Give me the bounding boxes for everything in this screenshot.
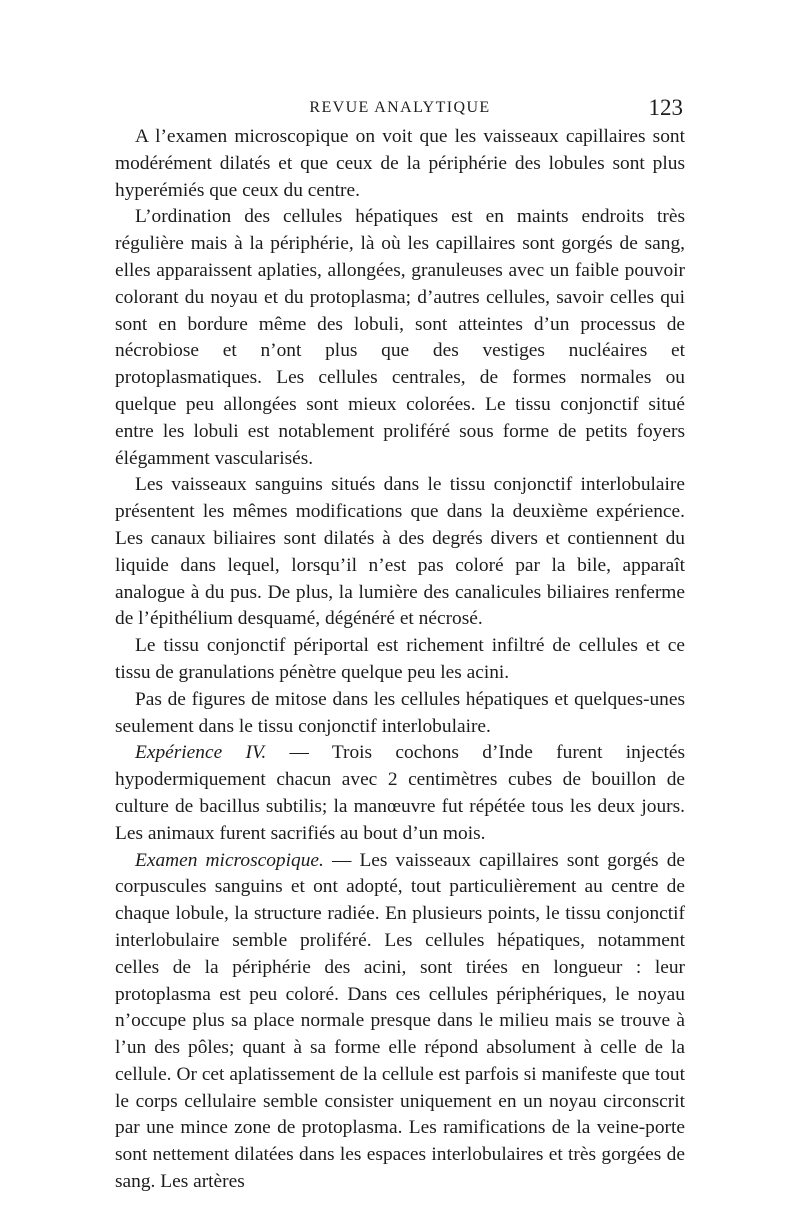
paragraph	[115, 204, 685, 472]
paragraph-examen-microscopique	[115, 848, 685, 1196]
paragraph-text: — Trois cochons d’Inde furent injectés hypodermiquement chacun avec 2 centimètres cubes de bouillon de culture de bacillus subtilis; la manœuvre fut répétée tous les deux jours. Les animaux furent sacrifiés au bout d’un mois.	[115, 742, 686, 844]
paragraph-lead: Examen microscopique.	[135, 849, 324, 871]
page-number: 123	[648, 95, 683, 120]
body-text	[115, 124, 685, 1196]
paragraph-lead: Expérience IV.	[135, 742, 267, 764]
paragraph-experience-iv	[115, 740, 685, 847]
paragraph	[115, 124, 685, 204]
paragraph-text: Les vaisseaux sanguins situés dans le tissu conjonctif interlobulaire présentent les mêmes modifications que dans la deuxième expérience. Les canaux biliaires sont dilatés à des degrés divers et contiennent du liquide dans lequel, lorsqu’il n’est pas coloré par la bile, apparaît analogue à du pus. De plus, la lumière des canalicules biliaires renferme de l’épithélium desquamé, dégénéré et nécrosé.	[115, 474, 685, 630]
paragraph	[115, 687, 685, 741]
paragraph-text: A l’examen microscopique on voit que les vaisseaux capillaires sont modérément dilatés et que ceux de la périphérie des lobules sont plus hyperémiés que ceux du centre.	[115, 126, 685, 201]
book-page	[115, 92, 685, 1196]
paragraph	[115, 472, 685, 633]
page-header	[115, 92, 685, 124]
paragraph-text: Le tissu conjonctif périportal est richement infiltré de cellules et ce tissu de granulations pénètre quelque peu les acini.	[115, 635, 685, 683]
paragraph-text: Pas de figures de mitose dans les cellules hépatiques et quelques-unes seulement dans le tissu conjonctif interlobulaire.	[115, 688, 685, 737]
paragraph	[115, 633, 685, 687]
running-title: REVUE ANALYTIQUE	[309, 99, 491, 116]
paragraph-text: — Les vaisseaux capillaires sont gorgés de corpuscules sanguins et ont adopté, tout particulièrement au centre de chaque lobule, la structure radiée. En plusieurs points, le tissu conjonctif interlobulaire semble proliféré. Les cellules hépatiques, notamment celles de la périphérie des acini, sont tirées en longueur : leur protoplasma est peu coloré. Dans ces cellules périphériques, le noyau n’occupe plus sa place normale presque dans le milieu mais se trouve à l’un des pôles; quant à sa forme elle répond absolument à celle de la cellule. Or cet aplatissement de la cellule est parfois si manifeste que tout le corps cellulaire semble consister uniquement en un noyau circonscrit par une mince zone de protoplasma. Les ramifications de la veine-porte sont nettement dilatées dans les espaces interlobulaires et très gorgées de sang. Les artères	[115, 849, 686, 1193]
paragraph-text: L’ordination des cellules hépatiques est en maints endroits très régulière mais à la périphérie, là où les capillaires sont gorgés de sang, elles apparaissent aplaties, allongées, granuleuses avec un faible pouvoir colorant du noyau et du protoplasma; d’autres cellules, savoir celles qui sont en bordure même des lobuli, sont atteintes d’un processus de nécrobiose et n’ont plus que des vestiges nucléaires et protoplasmatiques. Les cellules centrales, de formes normales ou quelque peu allongées sont mieux colorées. Le tissu conjonctif situé entre les lobuli est notablement proliféré sous forme de petits foyers élégamment vascularisés.	[115, 206, 685, 469]
